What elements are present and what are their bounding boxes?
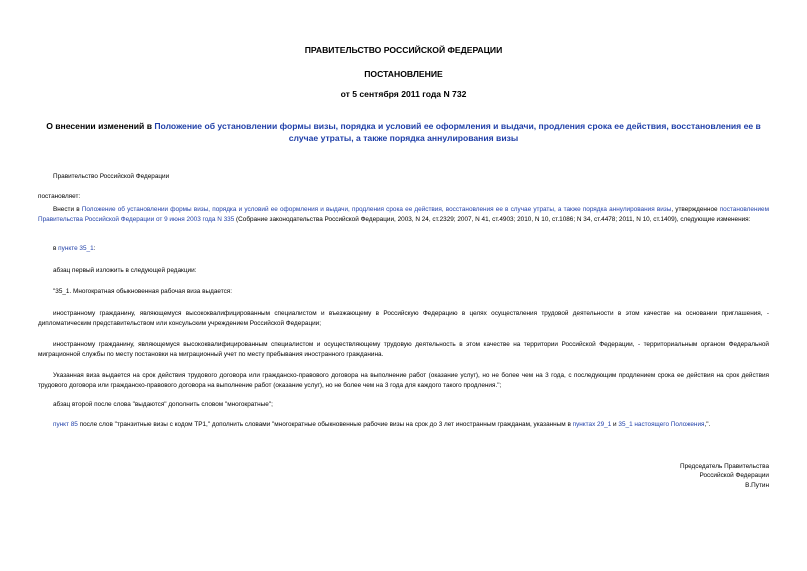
paragraph-first-abzats: абзац первый изложить в следующей редакции: <box>53 267 197 274</box>
amend-text-c: (Собрание законодательства Российской Федерации, 2003, N 24, ст.2329; 2007, N 41, ст.4903; 2010, N 10, ст.1086; N 34, ст.4478; 2011, N 10, ст.1409), следующие изменения: <box>234 215 751 223</box>
regulation-link[interactable]: Положение об установлении формы визы, порядка и условий ее оформления и выдачи, продления срока ее действия, восстановления ее в случае утраты, а также порядка аннулирования визы <box>81 206 672 213</box>
signature-position-line2: Российской Федерации <box>699 472 769 480</box>
clause-85-text-a: после слов "транзитные визы с кодом ТР1," дополнить словами "многократные обыкновенные рабочие визы на срок до 3 лет иностранным гражданам, указанным в <box>77 421 573 428</box>
paragraph-clause-35-1 <box>38 244 769 254</box>
subject-regulation-link[interactable]: Положение об установлении формы визы, порядка и условий ее оформления и выдачи, продления срока ее действия, восстановления ее в случае утраты, а также порядка аннулирования визы <box>154 121 761 143</box>
paragraph-clause-85 <box>38 420 769 430</box>
amend-text-b: , утвержденное <box>671 206 720 213</box>
paragraph-amend <box>38 205 769 224</box>
document-type-heading: ПОСТАНОВЛЕНИЕ <box>364 69 443 79</box>
paragraph-second-abzats: абзац второй после слова "выдаются" дополнить словом "многократные"; <box>53 401 273 408</box>
subject-prefix: О внесении изменений в <box>46 121 155 131</box>
paragraph-working-specialist: иностранному гражданину, являющемуся высококвалифицированным специалистом и осуществляющему трудовую деятельность в этом качестве на территории Российской Федерации, - территориальным органом Федеральной миграционной службы по месту постановки на миграционный учет по месту пребывания иностранного гражданина. <box>38 341 769 358</box>
signature-name: В.Путин <box>745 481 769 489</box>
paragraph-35-1-text: "35_1. Многократная обыкновенная рабочая виза выдается: <box>53 288 233 295</box>
paragraph-entering-specialist: иностранному гражданину, являющемуся высококвалифицированным специалистом и въезжающему в Российскую Федерацию в целях осуществления трудовой деятельности в этом качестве на основании приглашения, - дипломатическим представительством или консульским учреждением Российской Федерации; <box>38 310 769 327</box>
clause-85-link[interactable]: пункт 85 <box>53 421 78 428</box>
clause-85-text-c: ,". <box>704 421 711 428</box>
signature-position-line1: Председатель Правительства <box>680 463 769 470</box>
clause-35-1-regulation-link[interactable]: 35_1 настоящего Положения <box>618 421 705 428</box>
signature-block <box>569 462 769 490</box>
clause-text-b: : <box>93 245 96 252</box>
government-heading: ПРАВИТЕЛЬСТВО РОССИЙСКОЙ ФЕДЕРАЦИИ <box>304 45 503 55</box>
paragraph-government: Правительство Российской Федерации <box>53 173 170 180</box>
date-number-heading: от 5 сентября 2011 года N 732 <box>340 89 467 99</box>
clause-35-1-link[interactable]: пункте 35_1 <box>58 245 94 252</box>
clause-85-text-b: и <box>611 421 619 428</box>
paragraph-resolves: постановляет: <box>38 193 81 200</box>
amend-text-a: Внести в <box>53 206 82 213</box>
document-subject <box>38 120 769 144</box>
clause-29-1-link[interactable]: пунктах 29_1 <box>572 421 612 428</box>
clause-text-a: в <box>53 245 59 252</box>
decree-335-link[interactable]: постановлением Правительства Российской Федерации от 9 июня 2003 года N 335 <box>38 206 769 223</box>
paragraph-visa-term: Указанная виза выдается на срок действия трудового договора или гражданско-правового договора на выполнение работ (оказание услуг), но не более чем на 3 года, с последующим продлением срока ее действия на срок действия трудового договора или гражданско-правового договора на выполнение работ (оказание услуг), но не более чем на 3 года для каждого такого продления."; <box>38 372 769 389</box>
